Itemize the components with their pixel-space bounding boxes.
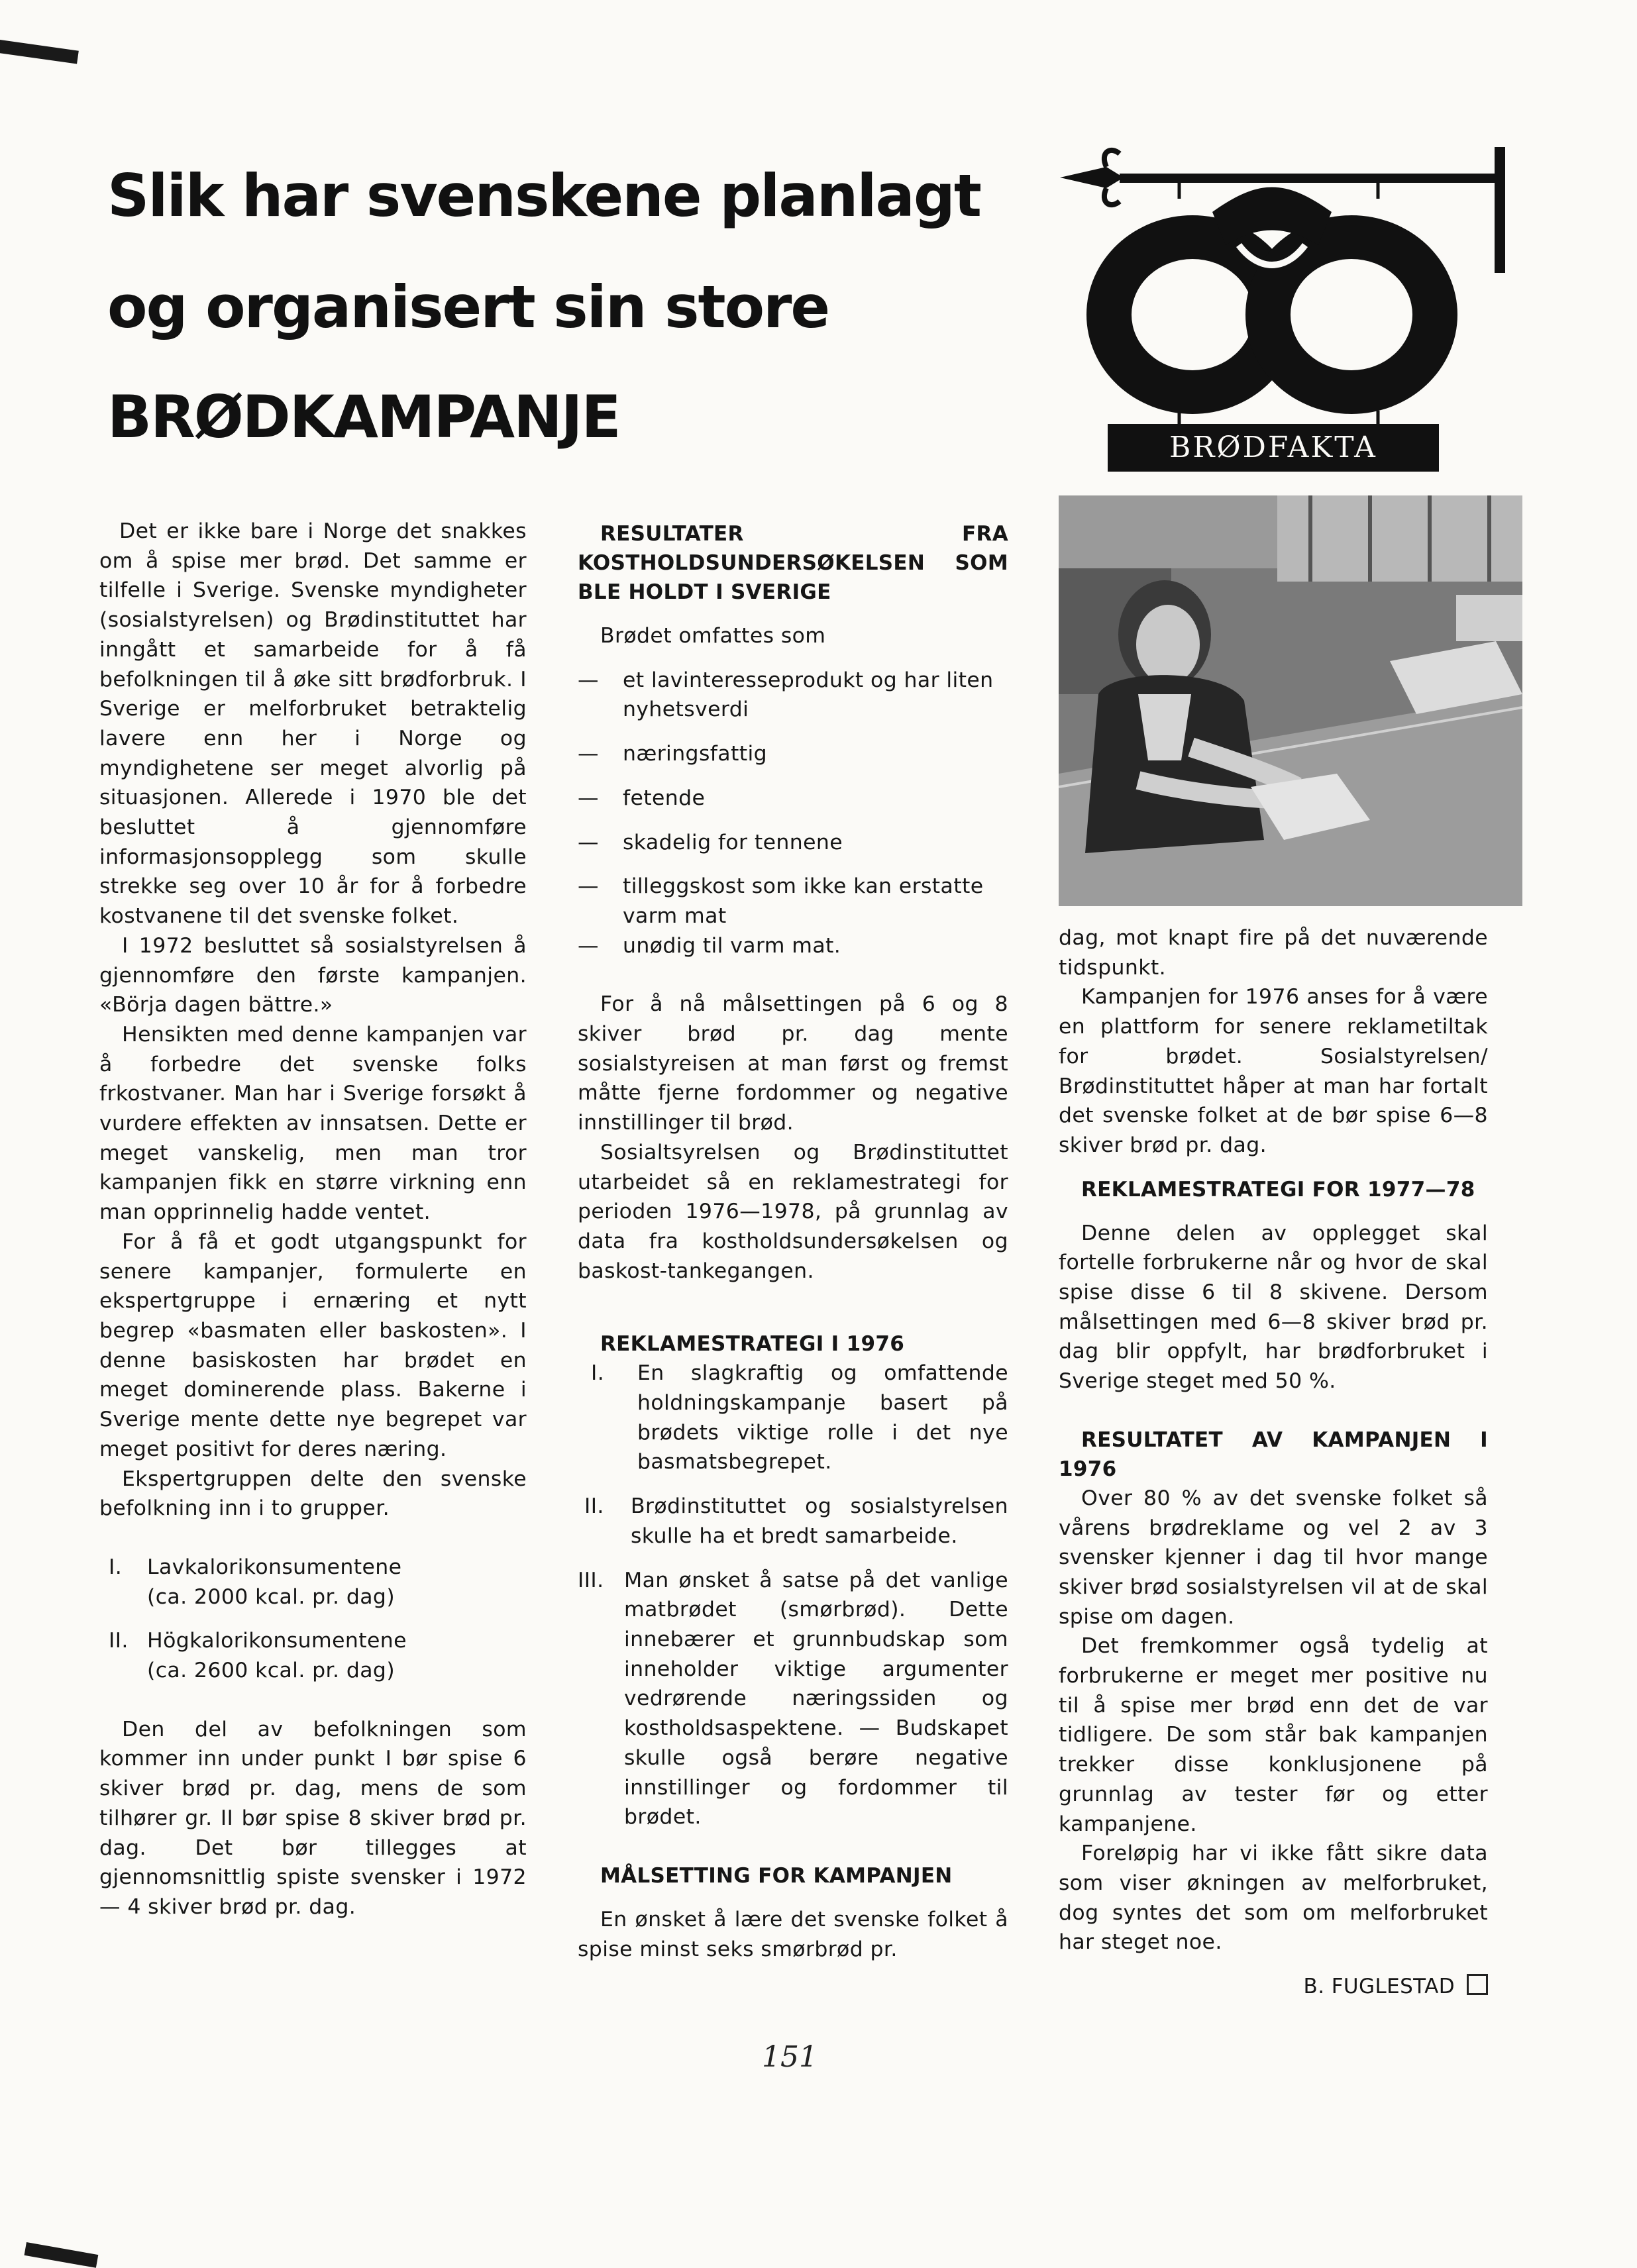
- scan-edge-mark-bottom: [25, 2242, 99, 2268]
- scan-edge-mark-top: [0, 40, 79, 64]
- column-1-paragraph: Ekspertgruppen delte den svenske befolkning inn i to grupper.: [99, 1467, 527, 1521]
- strategy-item: [578, 1492, 1008, 1551]
- page-number: 151: [762, 2040, 818, 2074]
- group-detail: (ca. 2600 kcal. pr. dag): [147, 1659, 396, 1683]
- end-mark-icon: [1467, 1974, 1488, 1995]
- column-3-paragraph: Foreløpig har vi ikke fått sikre data som viser økningen av melforbruket, dog syntes det som om melforbruket har steget noe.: [1059, 1841, 1488, 1955]
- dash-list-item: — næringsfattig: [578, 742, 768, 766]
- strategy-item: [578, 1566, 1008, 1832]
- headline-line-3: BRØDKAMPANJE: [107, 383, 620, 451]
- column-3-paragraph: Over 80 % av det svenske folket så vårens brødreklame og vel 2 av 3 svensker kjenner i dag til hvor mange skiver brød sosialstyrelsen vil at de skal spise om dagen.: [1059, 1486, 1488, 1629]
- photo-woman-at-desk: [1059, 495, 1522, 906]
- dash-list-item: — skadelig for tennene: [578, 830, 843, 854]
- photo-illustration: [1059, 495, 1522, 906]
- column-3-paragraph: Denne delen av opplegget skal fortelle forbrukerne når og hvor de skal spise disse 6 til 8 skivene. Dersom målsettingen med 6—8 skiver brød pr. dag blir oppfylt, har brødforbruket i Sverige steget med 50 %.: [1059, 1221, 1488, 1394]
- dash-list-item: — fetende: [578, 786, 706, 810]
- column-1-paragraph: For å få et godt utgangspunkt for senere kampanjer, formulerte en ekspertgruppe i ernæring et nytt begrep «basmaten eller baskosten». I denne basiskosten har brødet en meget dominerende plass. Bakerne i Sverige mente dette nye begrepet var meget positivt for deres næring.: [99, 1229, 527, 1461]
- column-2-paragraph: For å nå målsettingen på 6 og 8 skiver brød pr. dag mente sosialstyreisen at man først og fremst måtte fjerne fordommer og negative innstillinger til brød.: [578, 992, 1008, 1135]
- headline-line-2: og organisert sin store: [107, 273, 829, 341]
- headline-line-1: Slik har svenskene planlagt: [107, 162, 980, 230]
- section-heading-strategy-1977: REKLAMESTRATEGI FOR 1977—78: [1081, 1177, 1475, 1202]
- list-intro: Brødet omfattes som: [600, 624, 826, 648]
- author-signature: [1059, 1972, 1488, 2002]
- group-number: I.: [109, 1555, 123, 1579]
- column-3-paragraph: Kampanjen for 1976 anses for å være en plattform for senere reklametiltak for brødet. Sosialstyrelsen/ Brødinstituttet håper at man har fortalt det svenske folket at de bør spise 6—8 skiver brød pr. dag.: [1059, 985, 1488, 1157]
- column-3-paragraph: dag, mot knapt fire på det nuværende tidspunkt.: [1059, 926, 1488, 980]
- column-3: [1059, 923, 1488, 2002]
- group-item: [99, 1626, 527, 1685]
- group-item: [99, 1553, 527, 1612]
- brodfakta-logo: [1060, 139, 1510, 484]
- group-title: Högkalorikonsumentene: [147, 1629, 407, 1653]
- strategy-text: Brødinstituttet og sosialstyrelsen skulle ha et bredt samarbeide.: [631, 1494, 1008, 1548]
- strategy-number: III.: [578, 1568, 604, 1592]
- group-detail: (ca. 2000 kcal. pr. dag): [147, 1584, 396, 1609]
- strategy-number: II.: [584, 1494, 604, 1519]
- section-heading-result-1976: RESULTATET AV KAMPANJEN I 1976: [1059, 1427, 1488, 1481]
- strategy-item: [578, 1359, 1008, 1477]
- strategy-number: I.: [591, 1361, 605, 1386]
- group-title: Lavkalorikonsumentene: [147, 1555, 402, 1579]
- dash-list-item: — tilleggskost som ikke kan erstatte varm mat: [578, 874, 984, 928]
- section-heading-goal: MÅLSETTING FOR KAMPANJEN: [600, 1863, 953, 1888]
- column-2-paragraph: En ønsket å lære det svenske folket å spise minst seks smørbrød pr.: [578, 1907, 1008, 1961]
- column-1-paragraph: Hensikten med denne kampanjen var å forbedre det svenske folks frkostvaner. Man har i Sverige forsøkt å vurdere effekten av innsatsen. Dette er meget vanskelig, men man tror kampanjen fikk en større virkning enn man opprinnelig hadde ventet.: [99, 1022, 527, 1225]
- author-name: B. FUGLESTAD: [1303, 1975, 1455, 1999]
- brodfakta-label: BRØDFAKTA: [1169, 431, 1377, 464]
- column-1-paragraph: I 1972 besluttet så sosialstyrelsen å gjennomføre den første kampanjen. «Börja dagen bättre.»: [99, 933, 527, 1017]
- strategy-text: En slagkraftig og omfattende holdningskampanje basert på brødets viktige rolle i det nye basmatsbegrepet.: [637, 1361, 1008, 1474]
- section-heading-strategy-1976: REKLAMESTRATEGI I 1976: [600, 1332, 905, 1357]
- section-heading-results: RESULTATER FRA KOSTHOLDSUNDERSØKELSEN SOM BLE HOLDT I SVERIGE: [578, 522, 1008, 604]
- column-1-closing: Den del av befolkningen som kommer inn under punkt I bør spise 6 skiver brød pr. dag, mens de som tilhører gr. II bør spise 8 skiver brød pr. dag. Det bør tillegges at gjennomsnittlig spiste svensker i 1972 — 4 skiver brød pr. dag.: [99, 1717, 527, 1919]
- column-1-paragraph: Det er ikke bare i Norge det snakkes om å spise mer brød. Det samme er tilfelle i Sverige. Svenske myndigheter (sosialstyrelsen) og Brødinstituttet har inngått et samarbeide for å få befolkningen til å øke sitt brødforbruk. I Sverige er melforbruket betraktelig lavere enn her i Norge og myndighetene ser meget alvorlig på situasjonen. Allerede i 1970 ble det besluttet å gjennomføre informasjonsopplegg som skulle strekke seg over 10 år for å forbedre kostvanene til det svenske folket.: [99, 519, 527, 929]
- dash-list-item: — et lavinteresseprodukt og har liten nyhetsverdi: [578, 668, 994, 722]
- group-number: II.: [109, 1629, 129, 1653]
- strategy-text: Man ønsket å satse på det vanlige matbrødet (smørbrød). Dette innebærer et grunnbudskap som inneholder viktige argumenter vedrørende næringssiden og kostholdsaspektene. — Budskapet skulle også berøre negative innstillinger og fordommer til brødet.: [624, 1568, 1008, 1830]
- column-3-paragraph: Det fremkommer også tydelig at forbrukerne er meget mer positive nu til å spise mer brød enn det de var tidligere. De som står bak kampanjen trekker disse konklusjonene på grunnlag av tester før og etter kampanjene.: [1059, 1634, 1488, 1836]
- column-1: [99, 517, 527, 1922]
- dash-list-item: — unødig til varm mat.: [578, 933, 841, 958]
- column-2-paragraph: Sosialtsyrelsen og Brødinstituttet utarbeidet så en reklamestrategi for perioden 1976—1978, på grunnlag av data fra kostholdsundersøkelsen og baskost-tankegangen.: [578, 1140, 1008, 1283]
- column-2: [578, 519, 1008, 1964]
